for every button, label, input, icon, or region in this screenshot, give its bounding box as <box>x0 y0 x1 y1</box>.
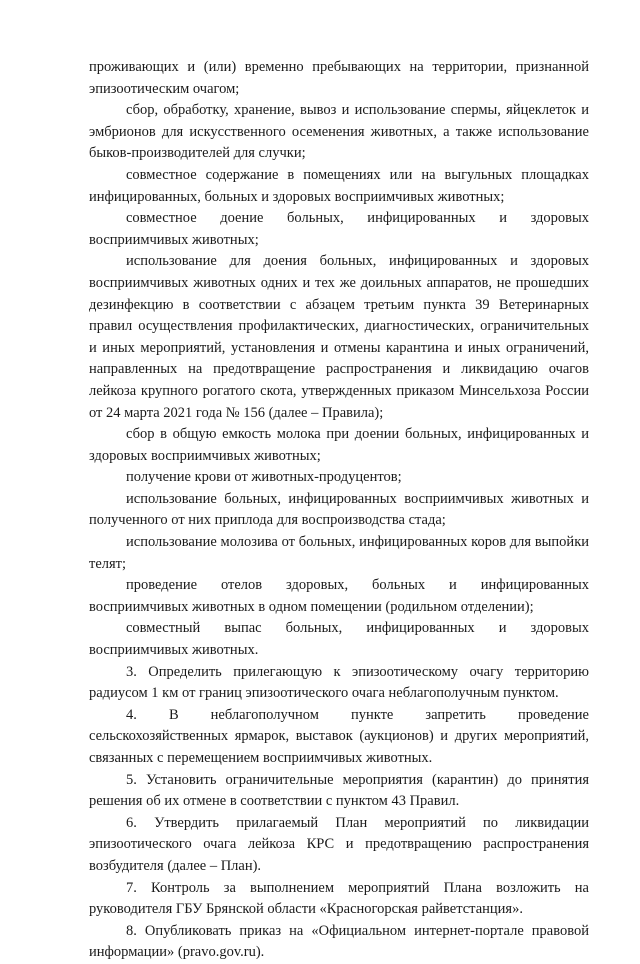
paragraph-item-7: 7. Контроль за выполнением мероприятий Плана возложить на руководителя ГБУ Брянской области «Красногорская райветстанция». <box>89 879 589 918</box>
paragraph-ban-milk-collection: сбор в общую емкость молока при доении больных, инфицированных и здоровых восприимчивых животных; <box>89 426 589 464</box>
paragraph-ban-colostrum: использование молозива от больных, инфицированных коров для выпойки телят; <box>89 534 589 572</box>
paragraph-ban-joint-milking: совместное доение больных, инфицированных и здоровых восприимчивых животных; <box>89 210 589 248</box>
paragraph-ban-blood-collection: получение крови от животных-продуцентов; <box>126 469 402 486</box>
paragraph-item-6: 6. Утвердить прилагаемый План мероприятий по ликвидации эпизоотического очага лейкоза КРС и предотвращению распространения возбудителя (далее – План). <box>89 814 589 874</box>
paragraph-continuation: проживающих и (или) временно пребывающих на территории, признанной эпизоотическим очагом; <box>89 59 589 97</box>
paragraph-ban-joint-housing: совместное содержание в помещениях или на выгульных площадках инфицированных, больных и здоровых восприимчивых животных; <box>89 166 589 205</box>
paragraph-ban-joint-grazing: совместный выпас больных, инфицированных и здоровых восприимчивых животных. <box>89 620 589 659</box>
paragraph-ban-semen-embryos: сбор, обработку, хранение, вывоз и использование спермы, яйцеклеток и эмбрионов для искусственного осеменения животных, а также использование быков-производителей для случки; <box>89 102 589 162</box>
paragraph-ban-joint-calving: проведение отелов здоровых, больных и инфицированных восприимчивых животных в одном помещении (родильном отделении); <box>89 577 589 615</box>
paragraph-item-3: 3. Определить прилегающую к эпизоотическому очагу территорию радиусом 1 км от границ эпизоотического очага неблагополучным пунктом. <box>89 663 589 702</box>
paragraph-ban-breeding-use: использование больных, инфицированных восприимчивых животных и полученного от них приплода для воспроизводства стада; <box>89 490 589 529</box>
paragraph-item-8: 8. Опубликовать приказ на «Официальном интернет-портале правовой информации» (pravo.gov.ru). <box>89 922 589 961</box>
paragraph-item-5: 5. Установить ограничительные мероприятия (карантин) до принятия решения об их отмене в соответствии с пунктом 43 Правил. <box>89 771 589 810</box>
document-page <box>89 57 589 964</box>
paragraph-item-4: 4. В неблагополучном пункте запретить проведение сельскохозяйственных ярмарок, выставок (аукционов) и других мероприятий, связанных с перемещением восприимчивых животных. <box>89 706 589 766</box>
paragraph-ban-shared-milking-machines: использование для доения больных, инфицированных и здоровых восприимчивых животных одних и тех же доильных аппаратов, не прошедших дезинфекцию в соответствии с абзацем третьим пункта 39 Ветеринарных правил осуществления профилактических, диагностических, ограничительных и иных мероприятий, установления и отмены карантина и иных ограничений, направленных на предотвращение распространения и ликвидацию очагов лейкоза крупного рогатого скота, утвержденных приказом Минсельхоза России от 24 марта 2021 года № 156 (далее – Правила); <box>89 253 589 421</box>
